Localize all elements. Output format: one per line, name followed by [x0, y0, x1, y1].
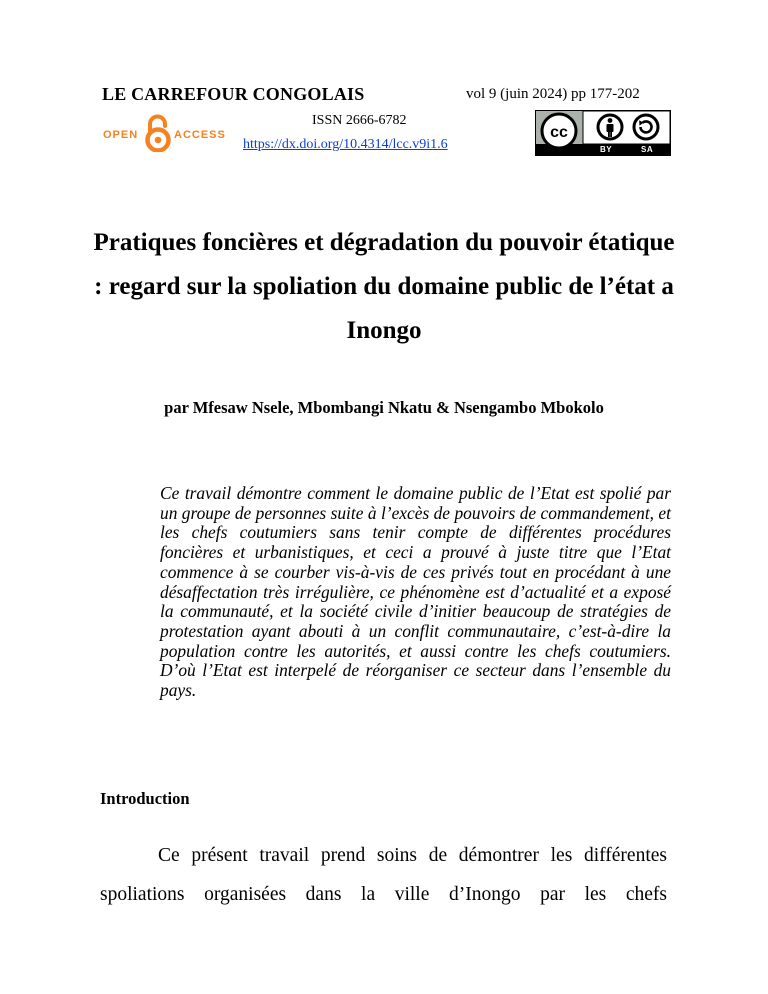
- open-access-lock-icon: [144, 114, 172, 152]
- cc-by-sa-badge[interactable]: [535, 110, 671, 156]
- svg-text:cc: cc: [550, 124, 568, 141]
- section-heading-introduction: Introduction: [100, 789, 190, 808]
- volume-info: vol 9 (juin 2024) pp 177-202: [466, 86, 640, 102]
- open-access-right-text: ACCESS: [174, 129, 226, 141]
- open-access-logo: [100, 112, 228, 154]
- article-abstract: Ce travail démontre comment le domaine public de l’Etat est spolié par un groupe de personnes suite à l’excès de pouvoirs de commandement, et les chefs coutumiers sans tenir compte de différentes procédures foncières et urbanistiques, et ceci a prouvé à juste titre que l’Etat commence à se courber vis-à-vis de ces privés tout en procédant à une désaffectation très irrégulière, ce phénomène est d’actualité et a exposé la communauté, et la société civile d’initier beaucoup de stratégies de protestation ayant abouti à un conflit communautaire, c’est-à-dire la population contre les autorités, et aussi contre les chefs coutumiers. D’où l’Etat est interpelé de réorganiser ce secteur dans l’ensemble du pays.: [160, 483, 671, 701]
- issn: ISSN 2666-6782: [312, 113, 407, 128]
- article-authors: par Mfesaw Nsele, Mbombangi Nkatu & Nsengambo Mbokolo: [164, 398, 604, 417]
- license-sa-label: SA: [641, 145, 654, 154]
- doi-link[interactable]: https://dx.doi.org/10.4314/lcc.v9i1.6: [243, 137, 448, 152]
- open-access-left-text: OPEN: [103, 129, 139, 141]
- introduction-paragraph: Ce présent travail prend soins de démontrer les différentes spoliations organisées dans la ville d’Inongo par les chefs: [100, 845, 667, 905]
- license-by-label: BY: [600, 145, 613, 154]
- journal-name: LE CARREFOUR CONGOLAIS: [102, 84, 365, 104]
- article-title: Pratiques foncières et dégradation du pouvoir étatique : regard sur la spoliation du domaine public de l’état a Inongo: [93, 229, 675, 344]
